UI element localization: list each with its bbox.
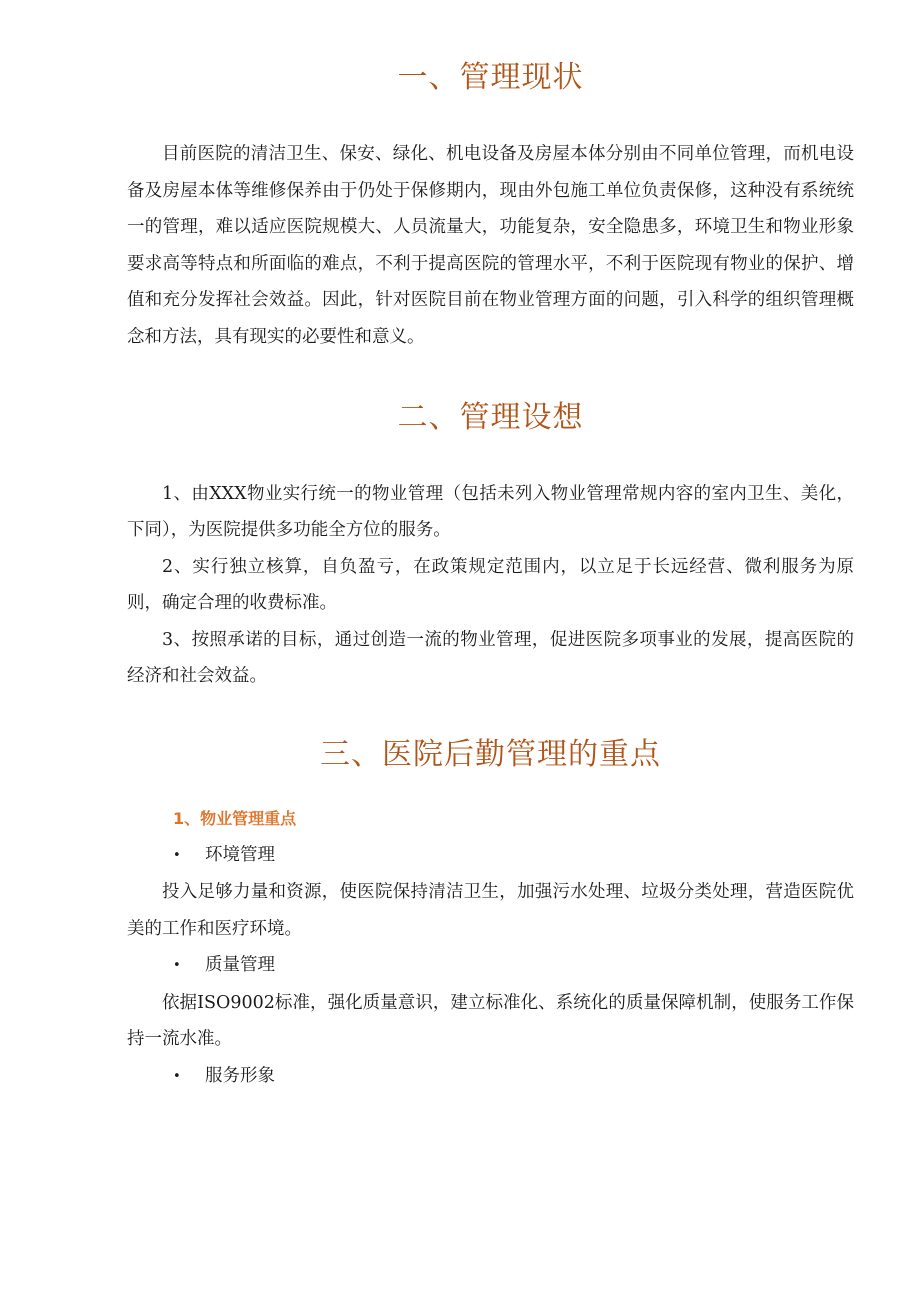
section-1-paragraph: 目前医院的清洁卫生、保安、绿化、机电设备及房屋本体分别由不同单位管理，而机电设备及房屋本体等维修保养由于仍处于保修期内，现由外包施工单位负责保修，这种没有系统统一的管理，难以适应医院规模大、人员流量大，功能复杂，安全隐患多，环境卫生和物业形象要求高等特点和所面临的难点，不利于提高医院的管理水平，不利于医院现有物业的保护、增值和充分发挥社会效益。因此，针对医院目前在物业管理方面的问题，引入科学的组织管理概念和方法，具有现实的必要性和意义。 [127,144,854,347]
bullet-text-quality: 依据ISO9002标准，强化质量意识，建立标准化、系统化的质量保障机制，使服务工作保持一流水准。 [127,992,854,1050]
section-3-subheading: 1、物业管理重点 [173,808,297,828]
bullet-label: 环境管理 [205,844,275,865]
bullet-label: 服务形象 [205,1065,275,1086]
bullet-icon: • [173,958,181,974]
bullet-text-environment: 投入足够力量和资源，使医院保持清洁卫生，加强污水处理、垃圾分类处理，营造医院优美的工作和医疗环境。 [127,882,854,939]
bullet-item-service-image [127,1058,854,1096]
bullet-icon: • [173,847,181,863]
bullet-icon: • [173,1068,181,1084]
section-2-title: 二、管理设想 [397,399,584,435]
section-2-item-3: 3、按照承诺的目标，通过创造一流的物业管理，促进医院多项事业的发展，提高医院的经济和社会效益。 [127,629,854,687]
section-2-body [127,476,854,695]
bullet-item-quality [127,947,854,985]
section-2-item-2: 2、实行独立核算，自负盈亏，在政策规定范围内，以立足于长远经营、微利服务为原则，确定合理的收费标准。 [127,556,854,614]
bullet-label: 质量管理 [205,955,275,976]
section-1-body [127,136,854,356]
section-2-item-1: 1、由XXX物业实行统一的物业管理（包括未列入物业管理常规内容的室内卫生、美化，下同），为医院提供多功能全方位的服务。 [127,483,854,541]
section-3-title: 三、医院后勤管理的重点 [320,736,661,772]
section-3-body [127,801,854,1096]
section-1-title: 一、管理现状 [397,60,584,95]
bullet-item-environment [127,837,854,875]
